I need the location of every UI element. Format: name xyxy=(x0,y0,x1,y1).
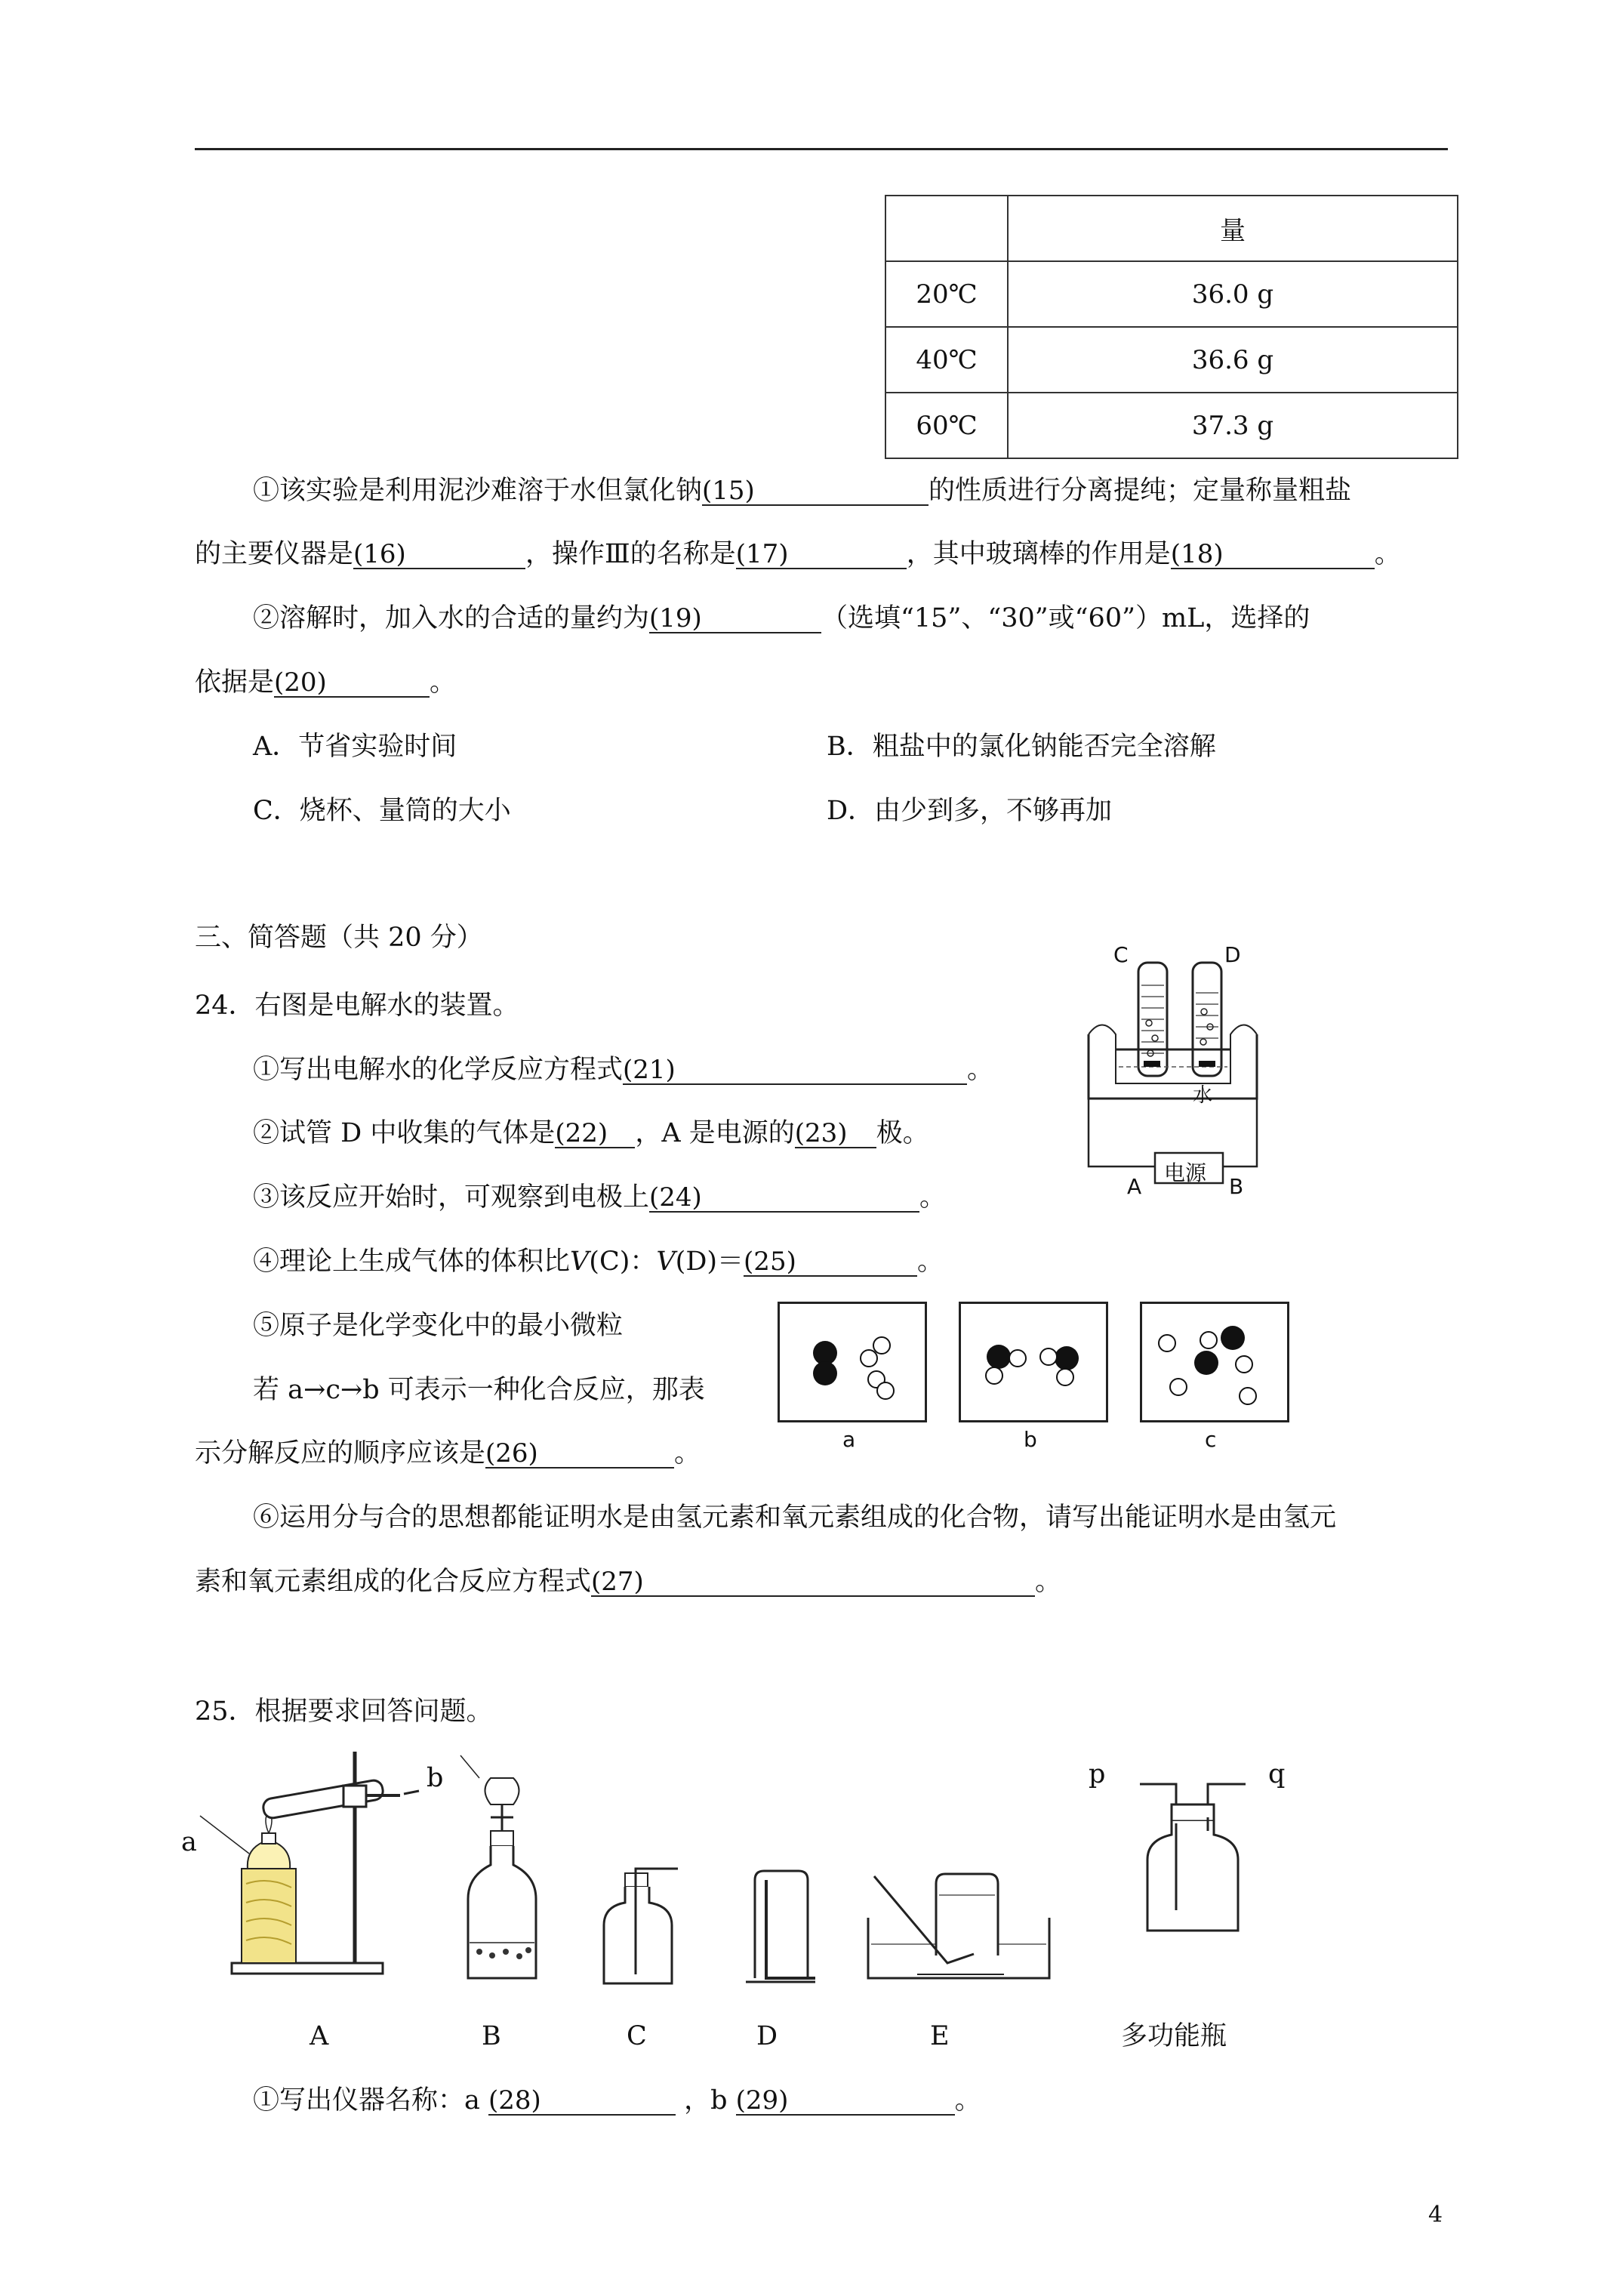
q23-line-2: 的主要仪器是(16) ，操作Ⅲ的名称是(17) ，其中玻璃棒的作用是(18) 。 xyxy=(195,539,1401,569)
answer-blank-17[interactable]: (17) xyxy=(736,538,907,569)
answer-blank-15[interactable]: (15) xyxy=(702,474,929,506)
q23-line-4: 依据是(20) 。 xyxy=(195,667,457,698)
answer-blank-26[interactable]: (26) xyxy=(485,1437,674,1469)
q24-line-1: ①写出电解水的化学反应方程式(21) 。 xyxy=(253,1055,994,1085)
label-b: B xyxy=(1229,1174,1244,1199)
table-cell xyxy=(885,196,1008,261)
answer-blank-18[interactable]: (18) xyxy=(1171,538,1375,569)
label-water: 水 xyxy=(1193,1084,1213,1107)
answer-blank-27[interactable]: (27) xyxy=(591,1565,1035,1597)
table-row xyxy=(885,327,1458,393)
q24-line-9: 素和氧元素组成的化合反应方程式(27) 。 xyxy=(195,1567,1062,1597)
table-cell: 36.6 g xyxy=(1008,327,1458,393)
answer-blank-29[interactable]: (29) xyxy=(736,2084,955,2116)
apparatus-e xyxy=(861,1865,1057,1989)
table-row xyxy=(885,393,1458,458)
table-cell: 20℃ xyxy=(885,261,1008,327)
label-p: p xyxy=(1089,1759,1106,1789)
particle-box-b xyxy=(959,1302,1108,1422)
box-label-c: c xyxy=(1205,1427,1217,1452)
q24-line-2: ②试管 D 中收集的气体是(22) ，A 是电源的(23) 极。 xyxy=(253,1118,929,1148)
electrode-c xyxy=(1144,1061,1160,1067)
answer-blank-22[interactable]: (22) xyxy=(555,1117,635,1148)
q23-line-1: ①该实验是利用泥沙难溶于水但氯化钠(15) 的性质进行分离提纯；定量称量粗盐 xyxy=(253,476,1352,506)
q24-line-6: 若 a→c→b 可表示一种化合反应，那表 xyxy=(253,1375,705,1405)
answer-blank-28[interactable]: (28) xyxy=(488,2084,676,2116)
option-a[interactable]: A．节省实验时间 xyxy=(253,732,457,762)
option-c[interactable]: C．烧杯、量筒的大小 xyxy=(253,796,511,826)
apparatus-d xyxy=(740,1865,823,1989)
q23-line-3: ②溶解时，加入水的合适的量约为(19) （选填“15”、“30”或“60”）mL，选择的 xyxy=(253,603,1310,633)
table-cell: 量 xyxy=(1008,196,1458,261)
apparatus-label-e: E xyxy=(930,2021,950,2051)
label-a: a xyxy=(181,1827,197,1857)
label-b: b xyxy=(427,1763,444,1793)
answer-blank-25[interactable]: (25) xyxy=(744,1245,917,1277)
answer-blank-23[interactable]: (23) xyxy=(795,1117,876,1148)
answer-blank-19[interactable]: (19) xyxy=(649,602,821,633)
header-rule xyxy=(195,148,1448,150)
option-b[interactable]: B．粗盐中的氯化钠能否完全溶解 xyxy=(827,732,1216,762)
table-cell: 60℃ xyxy=(885,393,1008,458)
q24-line-3: ③该反应开始时，可观察到电极上(24) 。 xyxy=(253,1182,947,1213)
label-d: D xyxy=(1224,942,1241,967)
solubility-table xyxy=(885,195,1458,459)
electrode-d xyxy=(1199,1061,1215,1067)
answer-blank-24[interactable]: (24) xyxy=(649,1181,919,1213)
apparatus-label-d: D xyxy=(756,2021,778,2051)
option-d[interactable]: D．由少到多，不够再加 xyxy=(827,796,1113,826)
multifunction-bottle xyxy=(1140,1771,1246,1944)
q24-line-7: 示分解反应的顺序应该是(26) 。 xyxy=(195,1438,701,1469)
label-c: C xyxy=(1113,942,1129,967)
page-number: 4 xyxy=(1428,2202,1443,2228)
label-power: 电源 xyxy=(1164,1160,1207,1185)
particle-box-c xyxy=(1140,1302,1289,1422)
apparatus-a xyxy=(219,1744,423,1986)
q25-title: 25．根据要求回答问题。 xyxy=(195,1697,493,1727)
table-row xyxy=(885,261,1458,327)
apparatus-c xyxy=(596,1869,687,1989)
answer-blank-21[interactable]: (21) xyxy=(623,1053,967,1085)
box-label-b: b xyxy=(1024,1427,1037,1452)
apparatus-label-a: A xyxy=(310,2021,329,2051)
label-a: A xyxy=(1127,1174,1142,1199)
label-q: q xyxy=(1268,1759,1286,1789)
table-cell: 36.0 g xyxy=(1008,261,1458,327)
q25-line-1: ①写出仪器名称：a (28) ，b (29) 。 xyxy=(253,2085,981,2116)
particle-box-a xyxy=(778,1302,927,1422)
section-heading: 三、简答题（共 20 分） xyxy=(195,923,483,953)
answer-blank-20[interactable]: (20) xyxy=(274,666,430,698)
test-tube-d xyxy=(1193,963,1221,1076)
q24-line-4: ④理论上生成气体的体积比V(C)：V(D)＝(25) 。 xyxy=(253,1247,944,1277)
apparatus-label-multifunction: 多功能瓶 xyxy=(1121,2021,1227,2051)
apparatus-label-c: C xyxy=(627,2021,647,2051)
table-row xyxy=(885,196,1458,261)
table-cell: 37.3 g xyxy=(1008,393,1458,458)
q24-title: 24．右图是电解水的装置。 xyxy=(195,991,519,1021)
table-cell: 40℃ xyxy=(885,327,1008,393)
box-label-a: a xyxy=(842,1427,856,1452)
q24-line-8: ⑥运用分与合的思想都能证明水是由氢元素和氧元素组成的化合物，请写出能证明水是由氢元 xyxy=(253,1502,1337,1533)
apparatus-b xyxy=(453,1771,551,1989)
answer-blank-16[interactable]: (16) xyxy=(353,538,525,569)
q24-line-5: ⑤原子是化学变化中的最小微粒 xyxy=(253,1311,624,1341)
apparatus-label-b: B xyxy=(482,2021,501,2051)
